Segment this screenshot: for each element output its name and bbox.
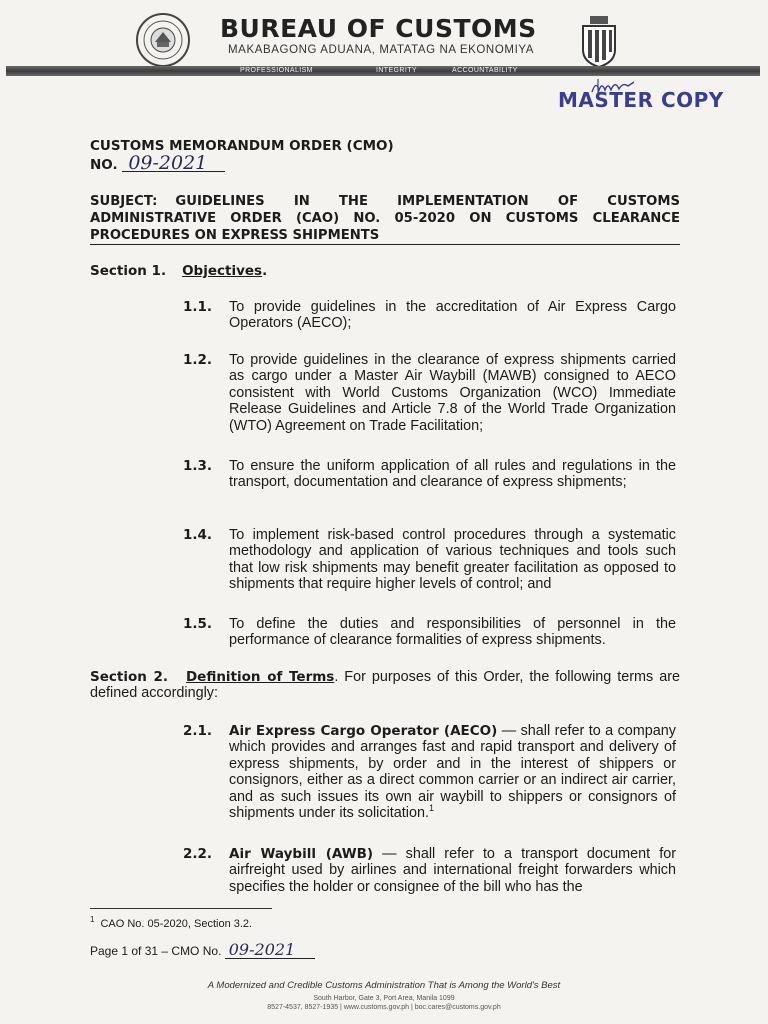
definition-item — [229, 723, 676, 821]
memo-title: CUSTOMS MEMORANDUM ORDER (CMO) — [90, 138, 394, 154]
section-2-title: Definition of Terms — [185, 669, 335, 685]
item-number: 1.4. — [183, 527, 213, 543]
definition-term: Air Waybill (AWB) — [229, 846, 374, 862]
item-number: 1.5. — [183, 616, 213, 632]
subject-divider — [90, 244, 680, 245]
objective-item: To define the duties and responsibilities of personnel in the performance of clearance formalities of express shipments. — [229, 616, 676, 649]
item-number: 1.2. — [183, 352, 213, 368]
org-tagline: MAKABAGONG ADUANA, MATATAG NA EKONOMIYA — [228, 44, 535, 56]
subject-block — [90, 193, 680, 244]
footer-motto: A Modernized and Credible Customs Administration That is Among the World's Best — [207, 980, 561, 991]
objective-item: To implement risk-based control procedures through a systematic methodology and application of various techniques and tools such that low risk shipments may benefit greater facilitation as opposed to shipments that require higher levels of control; and — [229, 527, 676, 593]
subject-label: SUBJECT: — [90, 194, 158, 209]
footnote-divider — [90, 908, 272, 909]
footnote — [90, 915, 253, 930]
org-name: BUREAU OF CUSTOMS — [220, 14, 537, 43]
page-cmo-number: 09-2021 — [225, 942, 315, 959]
subject-text: GUIDELINES IN THE IMPLEMENTATION OF CUSTOMS ADMINISTRATIVE ORDER (CAO) NO. 05-2020 ON CUSTOMS CLEARANCE PROCEDURES ON EXPRESS SHIPMENTS — [90, 194, 680, 243]
item-number: 1.3. — [183, 458, 213, 474]
footer-contact: 8527-4537, 8527-1935 | www.customs.gov.ph | boc.cares@customs.gov.ph — [267, 1004, 501, 1011]
definition-text: — shall refer to a transport document for airfreight used by airlines and international freight forwarders which specifies the holder or consignee of the bill who has the — [229, 846, 676, 895]
objective-item: To provide guidelines in the accreditation of Air Express Cargo Operators (AECO); — [229, 299, 676, 332]
value-integrity: INTEGRITY — [376, 67, 417, 74]
section-2-intro-text: . For purposes of this Order, the following terms are defined accordingly: — [90, 669, 680, 702]
definition-text: — shall refer to a company which provides and arranges fast and rapid transport and delivery of express shipments, by order and in the interest of shippers or consignors, either as a direct common carrier or an indirect air carrier, and as such issues its own air waybill to shippers or consignors of shipments under its solicitation. — [229, 723, 676, 822]
item-number: 2.2. — [183, 846, 213, 862]
definition-item — [229, 846, 676, 895]
objective-item: To provide guidelines in the clearance of express shipments carried as cargo under a Master Air Waybill (MAWB) consigned to AECO consistent with World Customs Organization (WCO) Immediate Release Guidelines and Article 7.8 of the World Trade Organization (WTO) Agreement on Trade Facilitation; — [229, 352, 676, 434]
memo-number-value: 09-2021 — [122, 155, 225, 172]
footnote-mark: 1 — [90, 915, 95, 925]
memo-number — [90, 152, 225, 174]
definition-term: Air Express Cargo Operator (AECO) — [229, 723, 498, 739]
section-1-label: Section 1. — [90, 263, 167, 279]
section-2-intro — [90, 669, 680, 702]
value-accountability: ACCOUNTABILITY — [452, 67, 518, 74]
master-copy-stamp: MASTER COPY — [558, 88, 724, 112]
page-indicator — [90, 942, 315, 959]
section-1-title: Objectives — [182, 263, 263, 279]
section-1-heading: Section 1. Objectives. — [90, 263, 268, 279]
footnote-text: CAO No. 05-2020, Section 3.2. — [100, 918, 253, 930]
boc-shield-icon — [580, 14, 618, 68]
footnote-ref: 1 — [428, 803, 434, 814]
item-number: 2.1. — [183, 723, 213, 739]
footer-address: South Harbor, Gate 3, Port Area, Manila 1099 — [313, 995, 455, 1002]
page-text: Page 1 of 31 – CMO No. — [90, 944, 222, 958]
value-professionalism: PROFESSIONALISM — [240, 67, 313, 74]
objective-item: To ensure the uniform application of all rules and regulations in the transport, documentation and clearance of express shipments; — [229, 458, 676, 491]
memo-number-label: NO. — [90, 157, 118, 173]
section-2-label: Section 2. — [90, 669, 169, 685]
item-number: 1.1. — [183, 299, 213, 315]
bureau-seal-icon — [135, 12, 191, 68]
